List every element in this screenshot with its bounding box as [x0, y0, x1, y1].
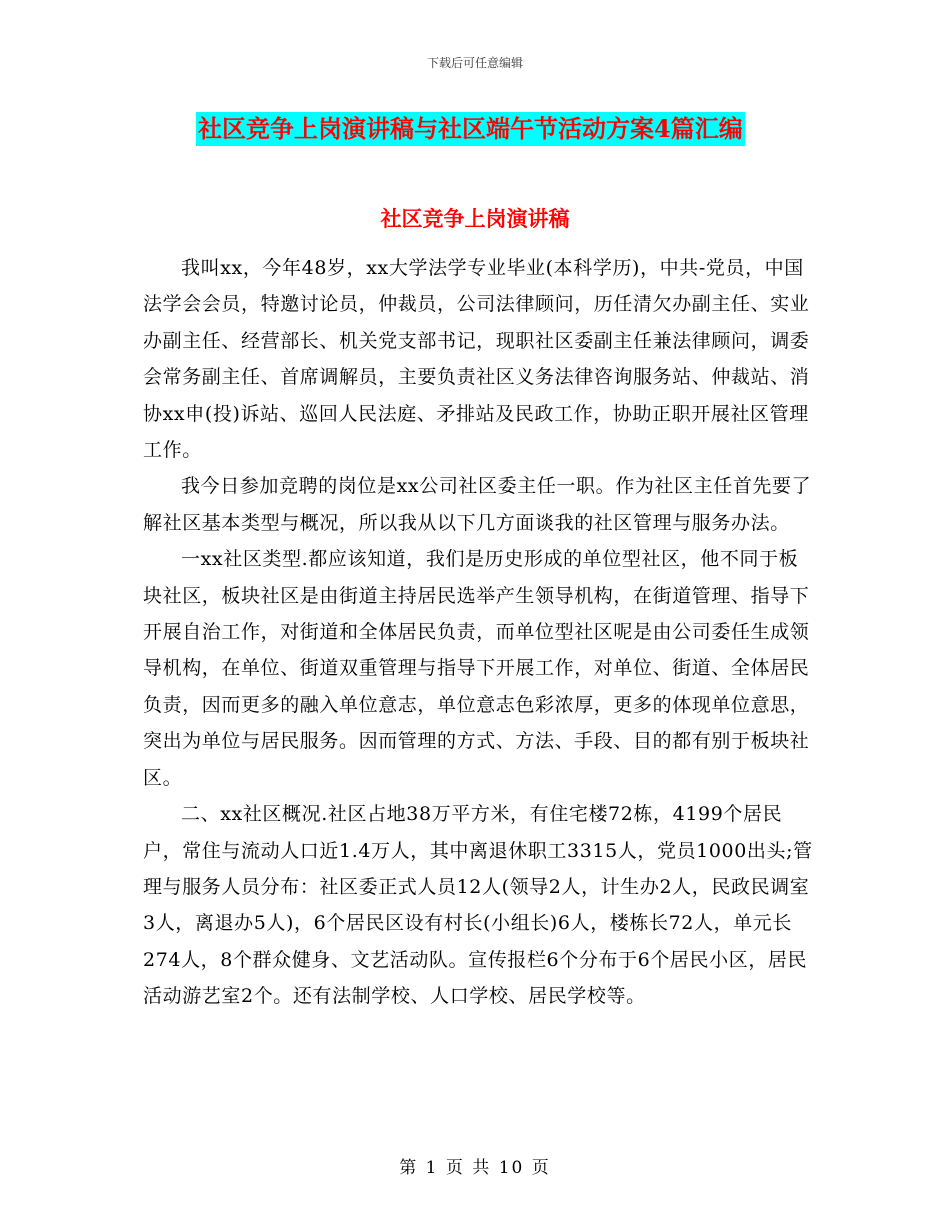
body-text — [143, 250, 815, 1015]
document-title: 社区竞争上岗演讲稿与社区端午节活动方案4篇汇编 — [196, 112, 745, 146]
header-note: 下载后可任意编辑 — [426, 56, 523, 70]
paragraph: 二、xx社区概况.社区占地38万平方米，有住宅楼72栋，4199个居民户，常住与流动人口近1.4万人，其中离退休职工3315人，党员1000出头;管理与服务人员分布：社区委正式人员12人(领导2人，计生办2人，民政民调室3人，离退办5人)，6个居民区设有村长(小组长)6人，楼栋长72人，单元长274人，8个群众健身、文艺活动队。宣传报栏6个分布于6个居民小区，居民活动游艺室2个。还有法制学校、人口学校、居民学校等。 — [143, 803, 813, 1008]
paragraph: 我叫xx，今年48岁，xx大学法学专业毕业(本科学历)，中共-党员，中国法学会会员，特邀讨论员，仲裁员，公司法律顾问，历任清欠办副主任、实业办副主任、经营部长、机关党支部书记，现职社区委副主任兼法律顾问，调委会常务副主任、首席调解员，主要负责社区义务法律咨询服务站、仲裁站、消协xx申(投)诉站、巡回人民法庭、矛排站及民政工作，协助正职开展社区管理工作。 — [143, 257, 810, 462]
section-title: 社区竞争上岗演讲稿 — [380, 206, 570, 231]
paragraph: 我今日参加竞聘的岗位是xx公司社区委主任一职。作为社区主任首先要了解社区基本类型与概况，所以我从以下几方面谈我的社区管理与服务办法。 — [143, 475, 812, 534]
paragraph: 一xx社区类型.都应该知道，我们是历史形成的单位型社区，他不同于板块社区，板块社区是由街道主持居民选举产生领导机构，在街道管理、指导下开展自治工作，对街道和全体居民负责，而单位型社区呢是由公司委任生成领导机构，在单位、街道双重管理与指导下开展工作，对单位、街道、全体居民负责，因而更多的融入单位意志，单位意志色彩浓厚，更多的体现单位意思，突出为单位与居民服务。因而管理的方式、方法、手段、目的都有别于板块社区。 — [143, 548, 810, 789]
page-footer: 第 1 页 共 10 页 — [399, 1158, 551, 1178]
